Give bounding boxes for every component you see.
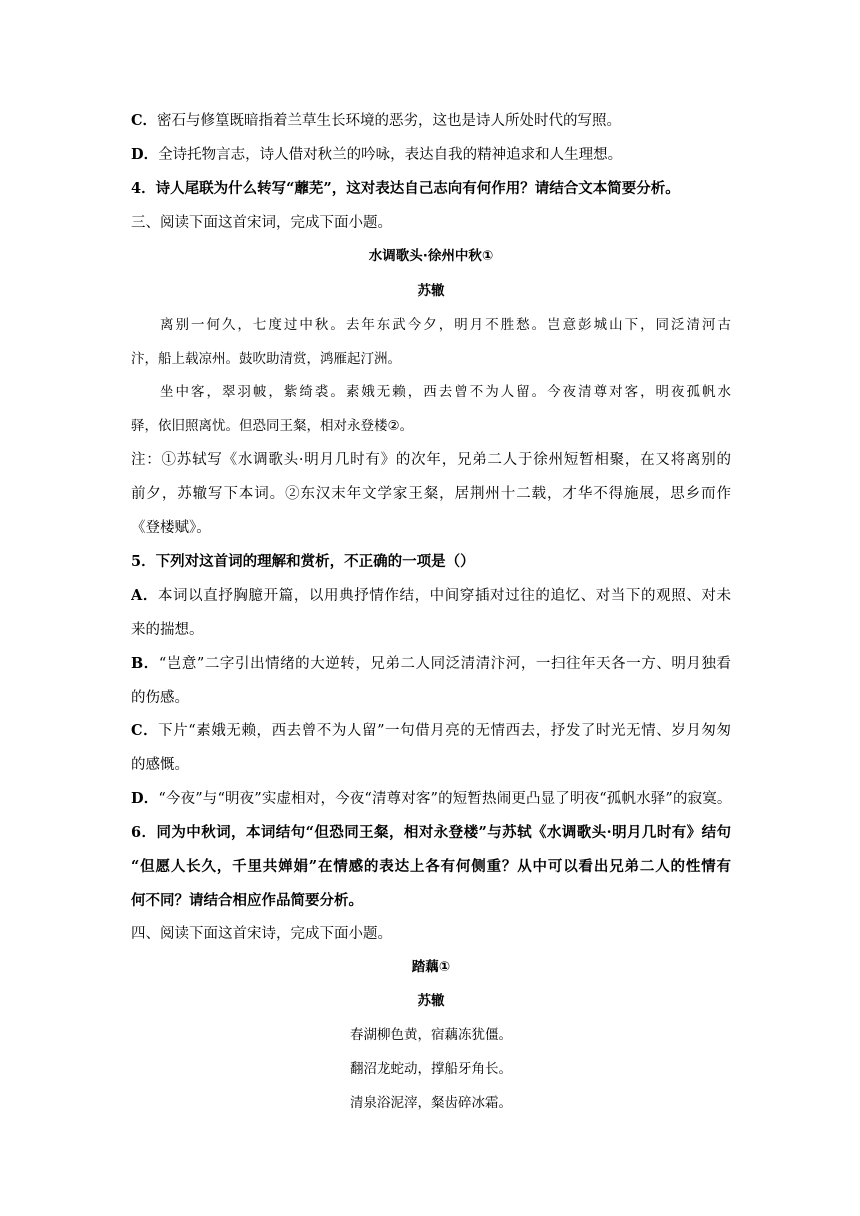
option-text: 全诗托物言志，诗人借对秋兰的吟咏，表达自我的精神追求和人生理想。 (158, 147, 623, 163)
option-text: 密石与修篁既暗指着兰草生长环境的恶劣，这也是诗人所处时代的写照。 (157, 113, 622, 129)
option-label: C． (131, 722, 159, 739)
question-number: 5． (131, 553, 156, 570)
question-5 (131, 552, 731, 572)
option-text: “今夜”与“明夜”实虚相对，今夜“清尊对客”的短暂热闹更凸显了明夜“孤帆水驿”的寂寞。 (158, 791, 731, 807)
annotation-line-3: 《登楼赋》。 (131, 520, 211, 536)
option-text: 本词以直抒胸臆开篇，以用典抒情作结，中间穿插对过往的追忆、对当下的观照、对未 (157, 588, 731, 604)
q3-option-c (131, 111, 731, 131)
q5-option-c-cont: 的感慨。 (131, 757, 189, 773)
poem-author: 苏辙 (417, 283, 445, 299)
question-number: 6． (131, 824, 157, 841)
question-6-line-2: “但愿人长久，千里共婵娟”在情感的表达上各有何侧重？从中可以看出兄弟二人的性情有 (131, 858, 731, 875)
option-label: D． (131, 146, 159, 163)
question-text: 下列对这首词的理解和赏析，不正确的一项是（） (155, 553, 475, 570)
poem-verse-1: 春湖柳色黄，宿藕冻犹僵。 (350, 1027, 512, 1043)
q3-option-d (131, 145, 731, 165)
question-6-line-3: 何不同？请结合相应作品简要分析。 (131, 892, 363, 909)
poem-title: 踏藕① (411, 959, 451, 975)
poem-verse-3: 清泉浴泥滓，粲齿碎冰霜。 (350, 1095, 512, 1111)
poem-title: 水调歌头·徐州中秋① (368, 248, 494, 264)
q5-option-b (131, 654, 731, 674)
option-text: 下片“素娥无赖，西去曾不为人留”一句借月亮的无情西去，抒发了时光无情、岁月匆匆 (158, 723, 731, 739)
q5-option-c (131, 721, 731, 741)
annotation-line-2: 前夕，苏辙写下本词。②东汉末年文学家王粲，居荆州十二载，才华不得施展，思乡而作 (131, 486, 731, 502)
option-label: B． (131, 655, 159, 672)
poem-stanza-1-line-2: 汴，船上载凉州。鼓吹助清赏，鸿雁起汀洲。 (131, 351, 401, 367)
option-text: “岂意”二字引出情绪的大逆转，兄弟二人同泛清清汴河，一扫往年天各一方、明月独看 (158, 656, 731, 672)
option-label: D． (131, 790, 159, 807)
question-number: 4． (131, 180, 156, 197)
poem-stanza-2-line-1: 坐中客，翠羽帔，紫绮裘。素娥无赖，西去曾不为人留。今夜清尊对客，明夜孤帆水 (160, 384, 731, 400)
annotation-line-1: 注：①苏轼写《水调歌头·明月几时有》的次年，兄弟二人于徐州短暂相聚，在又将离别的 (131, 452, 731, 468)
q5-option-d (131, 789, 731, 809)
q5-option-a-cont: 来的揣想。 (131, 622, 204, 638)
option-label: C． (131, 112, 158, 129)
q5-option-a (131, 586, 731, 606)
poem-author: 苏辙 (417, 993, 445, 1009)
question-6 (131, 823, 731, 843)
question-text: 诗人尾联为什么转写“蘼芜”，这对表达自己志向有何作用？请结合文本简要分析。 (155, 180, 680, 197)
poem-verse-2: 翻沼龙蛇动，撑船牙角长。 (350, 1061, 512, 1077)
poem-stanza-1-line-1: 离别一何久，七度过中秋。去年东武今夕，明月不胜愁。岂意彭城山下，同泛清河古 (160, 317, 731, 333)
section-4-heading: 四、阅读下面这首宋诗，完成下面小题。 (131, 926, 392, 942)
question-text: 同为中秋词，本词结句“但恐同王粲，相对永登楼”与苏轼《水调歌头·明月几时有》结句 (156, 824, 731, 841)
option-label: A． (131, 587, 158, 604)
q5-option-b-cont: 的伤感。 (131, 690, 189, 706)
question-4 (131, 179, 731, 199)
section-3-heading: 三、阅读下面这首宋词，完成下面小题。 (131, 215, 392, 231)
poem-stanza-2-line-2: 驿，依旧照离忧。但恐同王粲，相对永登楼②。 (131, 418, 414, 434)
